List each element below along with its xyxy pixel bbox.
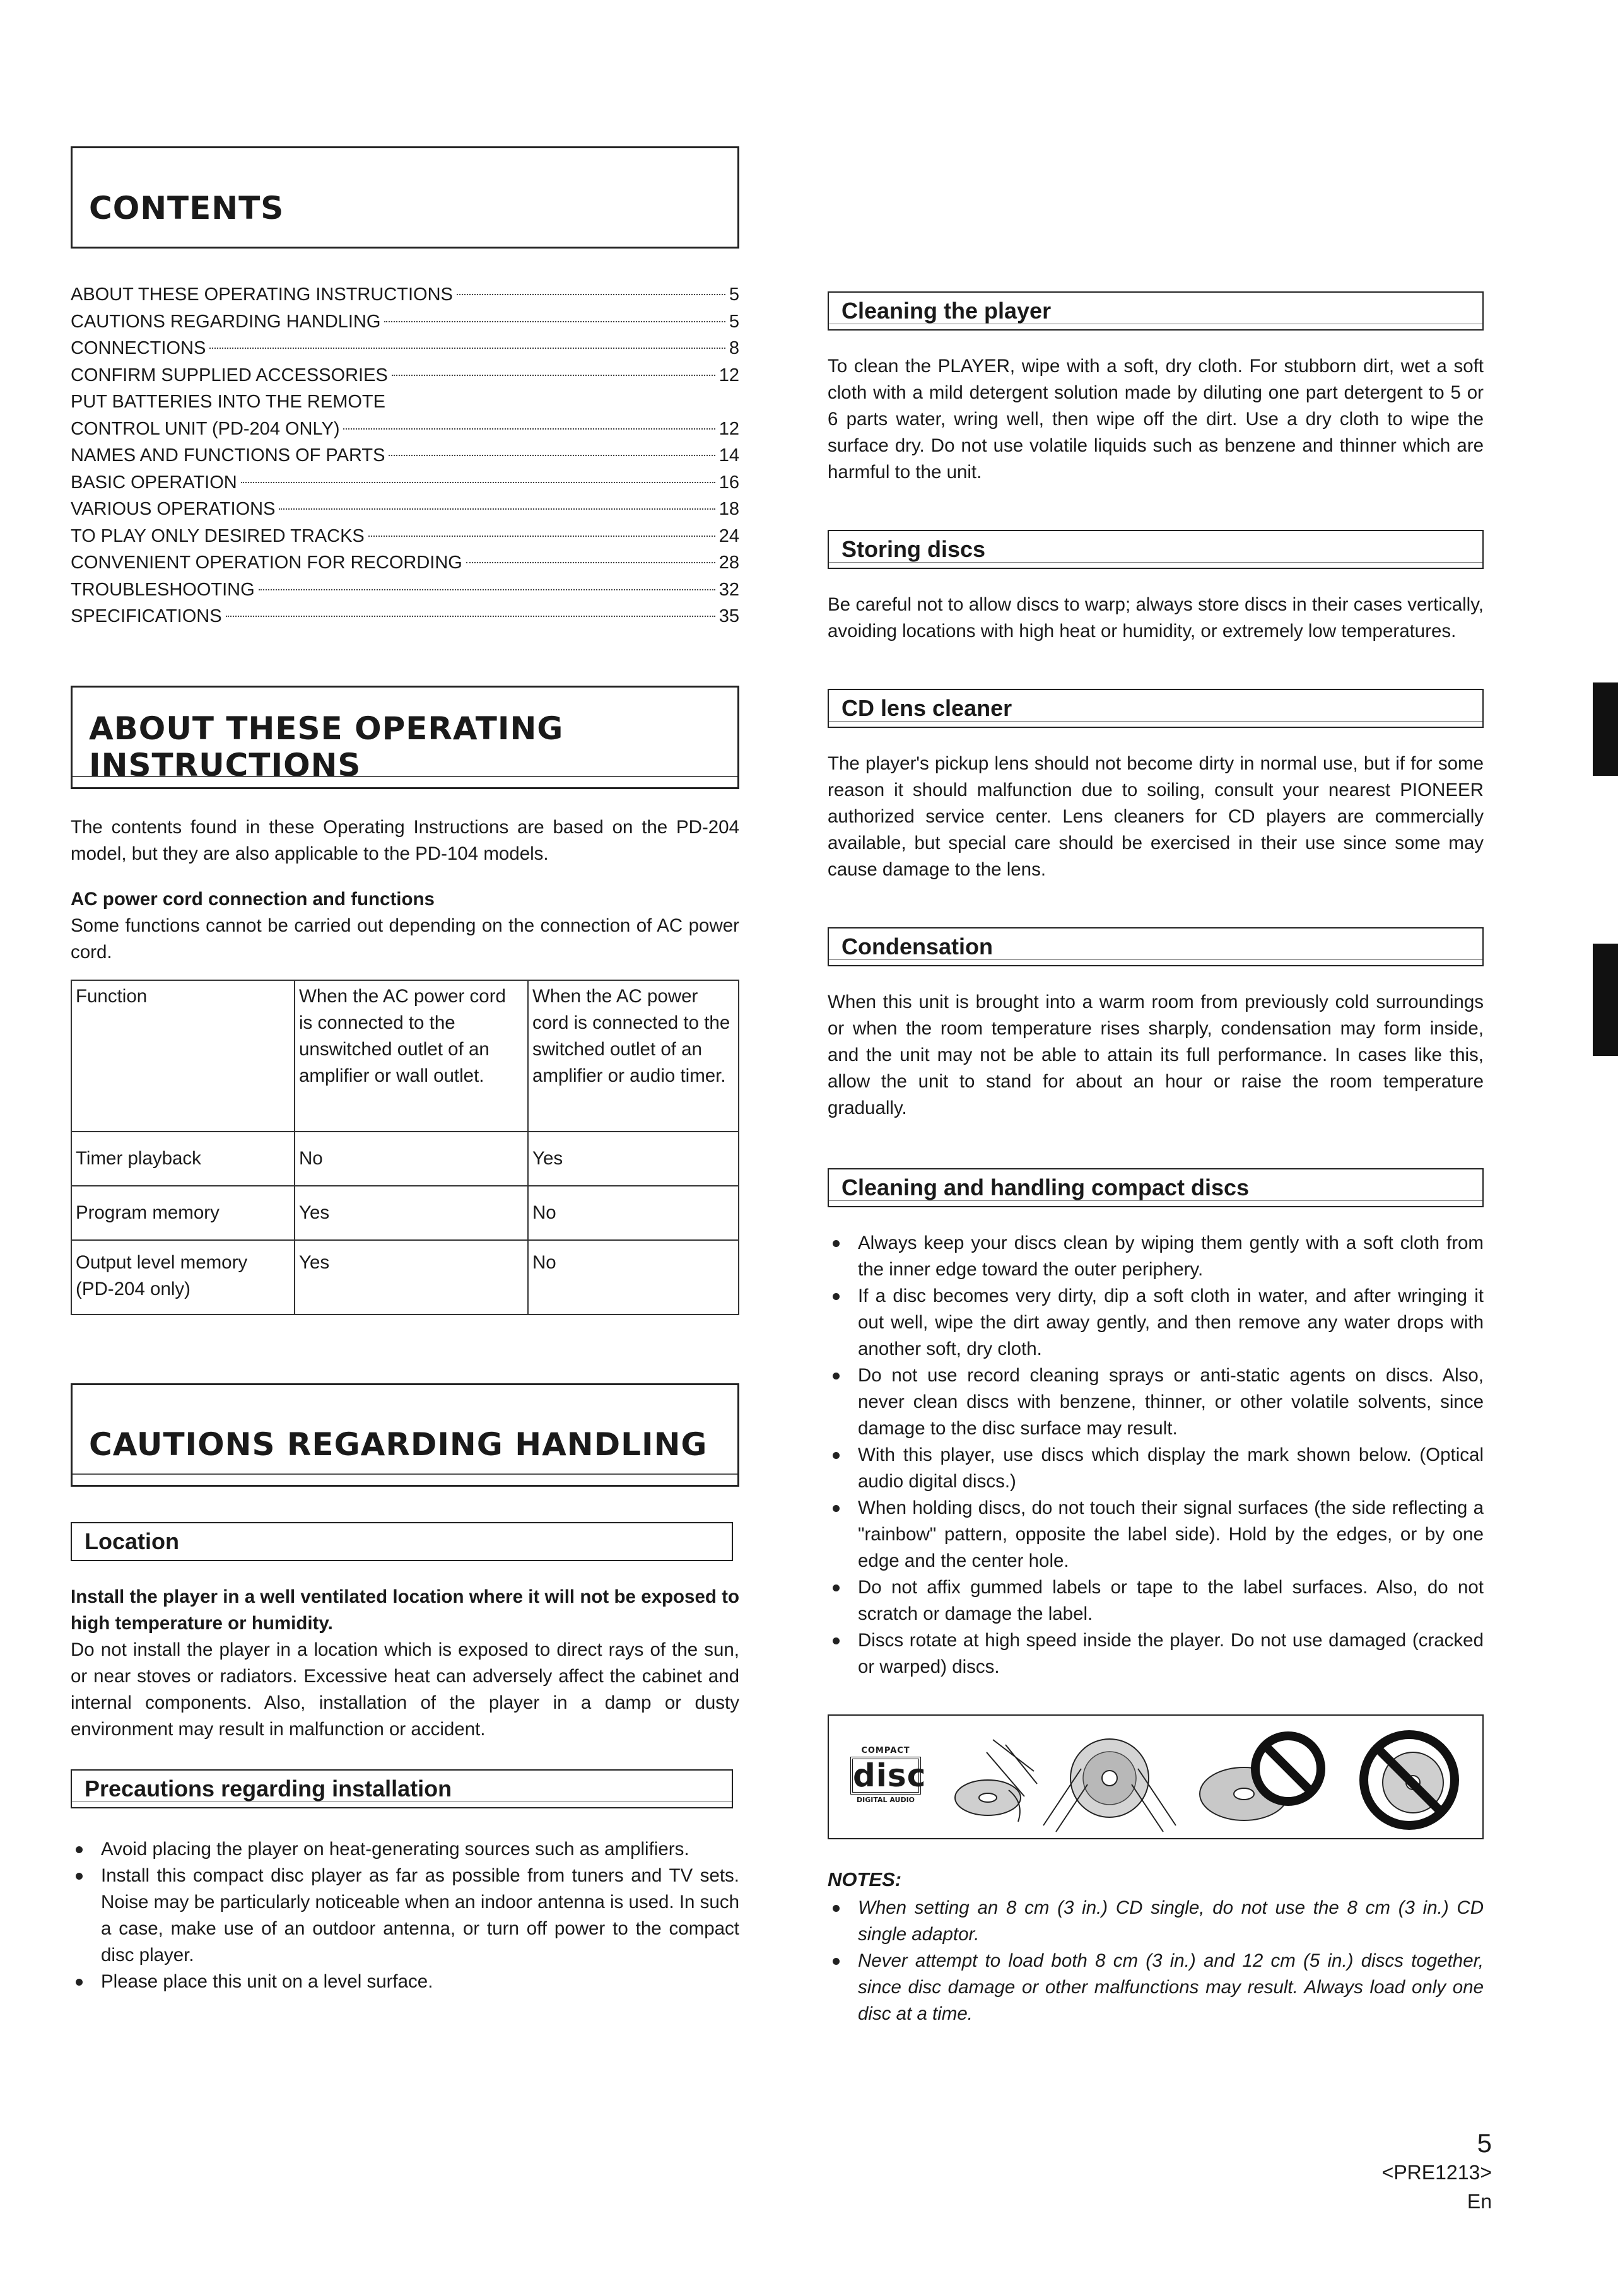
toc-item-label: PUT BATTERIES INTO THE REMOTE [71, 392, 385, 412]
list-item: When setting an 8 cm (3 in.) CD single, do not use the 8 cm (3 in.) CD single adaptor. [828, 1895, 1484, 1948]
toc-item [71, 523, 739, 550]
list-item: With this player, use discs which display the mark shown below. (Optical audio digital discs.) [828, 1442, 1484, 1495]
toc-item-label: SPECIFICATIONS [71, 606, 222, 626]
cautions-heading-box [71, 1383, 739, 1487]
list-item: Do not affix gummed labels or tape to the label surfaces. Also, do not scratch or damage the label. [828, 1574, 1484, 1627]
condensation-text: When this unit is brought into a warm room from previously cold surroundings or when the room temperature rises sharply, condensation may form inside, and the unit may not be able to attain its full performance. In cases like this, allow the unit to stand for about an hour or raise the room temperature gradually. [828, 992, 1484, 1118]
list-item: Always keep your discs clean by wiping them gently with a soft cloth from the inner edge toward the outer periphery. [828, 1230, 1484, 1283]
page-footer [1382, 2129, 1492, 2216]
table-row [71, 1132, 739, 1186]
toc-leader-dots [226, 616, 715, 617]
no-touch-disc-icon [1193, 1725, 1332, 1835]
toc-item-page: 32 [718, 579, 739, 600]
table-row [71, 1186, 739, 1240]
list-item: Avoid placing the player on heat-generating sources such as amplifiers. [71, 1836, 739, 1863]
right-column [828, 291, 1484, 2027]
toc-item-label: BASIC OPERATION [71, 472, 237, 493]
toc-item-page: 16 [718, 472, 739, 493]
cleaning-text: To clean the PLAYER, wipe with a soft, dry cloth. For stubborn dirt, wet a soft cloth with a mild detergent solution made by diluting one part detergent to 5 or 6 parts water, wring well, then wipe off the dirt. Use a dry cloth to wipe the surface dry. Do not use volatile liquids such as benzene and thinner which are harmful to the unit. [828, 356, 1484, 483]
handling-heading-box [828, 1168, 1484, 1207]
list-item: Please place this unit on a level surface. [71, 1969, 739, 1995]
toc-item [71, 389, 739, 416]
toc-item-label: ABOUT THESE OPERATING INSTRUCTIONS [71, 284, 453, 305]
lens-title: CD lens cleaner [841, 695, 1012, 721]
precautions-heading-box [71, 1769, 733, 1808]
toc-item-page: 24 [718, 525, 739, 546]
toc-item [71, 362, 739, 389]
ac-text: Some functions cannot be carried out depending on the connection of AC power cord. [71, 915, 739, 963]
toc-item-page: 12 [718, 418, 739, 439]
cautions-title: CAUTIONS REGARDING HANDLING [89, 1426, 708, 1463]
storing-text: Be careful not to allow discs to warp; always store discs in their cases vertically, avoiding locations with high heat or humidity, or extremely low temperatures. [828, 594, 1484, 641]
toc-leader-dots [392, 375, 715, 376]
location-title: Location [85, 1528, 179, 1554]
list-item: When holding discs, do not touch their signal surfaces (the side reflecting a "rainbow" pattern, opposite the label side). Hold by the edges, or by one edge and the center hole. [828, 1495, 1484, 1574]
lens-text: The player's pickup lens should not become dirty in normal use, but if for some reason it should malfunction due to soiling, consult your nearest PIONEER authorized service center. Lens cleaners for CD players are commercially available, but special care should be exercised in their use since some may cause damage to the lens. [828, 753, 1484, 880]
toc-item-label: CAUTIONS REGARDING HANDLING [71, 311, 381, 332]
contents-title: CONTENTS [89, 190, 284, 226]
table-cell: Yes [295, 1186, 528, 1240]
table-row [71, 1240, 739, 1315]
toc-item-page: 5 [729, 284, 739, 305]
toc-item-page: 18 [718, 499, 739, 519]
storing-heading-box [828, 530, 1484, 569]
toc-leader-dots [384, 321, 725, 322]
toc-leader-dots [343, 428, 715, 430]
toc-item-label: CONTROL UNIT (PD-204 ONLY) [71, 418, 340, 439]
cleaning-title: Cleaning the player [841, 298, 1052, 324]
table-cell: No [528, 1240, 739, 1315]
toc-leader-dots [241, 482, 715, 483]
list-item: Discs rotate at high speed inside the player. Do not use damaged (cracked or warped) discs. [828, 1627, 1484, 1680]
toc-item-page: 35 [718, 606, 739, 626]
toc-item-page: 14 [718, 445, 739, 466]
toc-item-label: CONVENIENT OPERATION FOR RECORDING [71, 553, 462, 573]
toc-item [71, 416, 739, 443]
location-text: Do not install the player in a location which is exposed to direct rays of the sun, or near stoves or radiators. Excessive heat can adversely affect the cabinet and internal components. Also, installation of the player in a damp or dusty environment may result in malfunction or accident. [71, 1639, 739, 1740]
list-item: Install this compact disc player as far as possible from tuners and TV sets. Noise may be particularly noticeable when an indoor antenna is used. In such a case, make use of an outdoor antenna, or turn off power to the compact disc player. [71, 1863, 739, 1969]
hand-holding-disc-icon [949, 1727, 1043, 1831]
handling-list [828, 1230, 1484, 1680]
table-header-cell: When the AC power cord is connected to the unswitched outlet of an amplifier or wall outlet. [295, 980, 528, 1132]
toc-item [71, 549, 739, 577]
cd-logo-top-text: COMPACT [861, 1746, 910, 1755]
disc-illustration-box [828, 1714, 1484, 1839]
toc-item-label: CONNECTIONS [71, 338, 206, 358]
list-item: Never attempt to load both 8 cm (3 in.) and 12 cm (5 in.) discs together, since disc damage or other malfunctions may result. Always load only one disc at a time. [828, 1948, 1484, 2027]
side-tab-marker [1593, 682, 1618, 776]
table-cell: Program memory [71, 1186, 295, 1240]
toc-item-page: 5 [729, 311, 739, 332]
cleaning-heading-box [828, 291, 1484, 331]
toc-item-label: CONFIRM SUPPLIED ACCESSORIES [71, 365, 388, 385]
toc-item-page: 12 [718, 365, 739, 385]
toc-item [71, 469, 739, 496]
table-cell: No [295, 1132, 528, 1186]
table-cell: Yes [295, 1240, 528, 1315]
condensation-title: Condensation [841, 934, 993, 959]
table-row [71, 980, 739, 1132]
toc-leader-dots [279, 508, 715, 510]
toc-item [71, 308, 739, 336]
toc-leader-dots [209, 348, 725, 349]
storing-title: Storing discs [841, 536, 986, 562]
notes-title: NOTES: [828, 1868, 902, 1890]
table-header-cell: When the AC power cord is connected to the switched outlet of an amplifier or audio timer. [528, 980, 739, 1132]
toc-leader-dots [457, 294, 725, 295]
precautions-title: Precautions regarding installation [85, 1775, 452, 1801]
language-code: En [1467, 2190, 1492, 2213]
location-bold: Install the player in a well ventilated location where it will not be exposed to high temperature or humidity. [71, 1586, 739, 1634]
toc-item [71, 335, 739, 362]
about-heading-box [71, 686, 739, 789]
toc-leader-dots [368, 536, 715, 537]
no-damaged-disc-icon [1346, 1725, 1472, 1835]
cd-logo-bottom-text: DIGITAL AUDIO [856, 1796, 915, 1804]
toc-leader-dots [466, 562, 715, 563]
hands-holding-disc-edge-icon [1037, 1725, 1182, 1835]
list-item: Do not use record cleaning sprays or anti-static agents on discs. Also, never clean discs with benzene, thinner, or other volatile solvents, since damage to the disc surface may result. [828, 1362, 1484, 1442]
table-cell: Timer playback [71, 1132, 295, 1186]
table-header-cell: Function [71, 980, 295, 1132]
toc-item [71, 442, 739, 469]
toc-item-page: 8 [729, 338, 739, 358]
left-column [71, 146, 739, 1995]
side-tab-marker [1593, 944, 1618, 1056]
precautions-list [71, 1836, 739, 1995]
table-of-contents [71, 281, 739, 630]
toc-leader-dots [389, 455, 715, 456]
about-intro: The contents found in these Operating Instructions are based on the PD-204 model, but they are also applicable to the PD-104 models. [71, 816, 739, 864]
condensation-heading-box [828, 927, 1484, 966]
toc-item-label: VARIOUS OPERATIONS [71, 499, 276, 519]
toc-item [71, 496, 739, 523]
ac-power-table [71, 980, 739, 1315]
notes-list [828, 1895, 1484, 2027]
handling-title: Cleaning and handling compact discs [841, 1174, 1250, 1200]
location-heading-box [71, 1522, 733, 1561]
toc-item [71, 281, 739, 308]
ac-heading: AC power cord connection and functions [71, 888, 435, 910]
cd-logo-icon [848, 1746, 927, 1809]
table-cell: No [528, 1186, 739, 1240]
page-number: 5 [1477, 2128, 1492, 2158]
contents-heading-box [71, 146, 739, 249]
cd-logo-middle-text: disc [850, 1757, 921, 1795]
toc-leader-dots [259, 589, 715, 590]
toc-item-label: TROUBLESHOOTING [71, 579, 255, 600]
toc-item-page: 28 [718, 553, 739, 573]
lens-heading-box [828, 689, 1484, 728]
table-cell: Yes [528, 1132, 739, 1186]
list-item: If a disc becomes very dirty, dip a soft cloth in water, and after wringing it out well, wipe the dirt away gently, and then remove any water drops with another soft, dry cloth. [828, 1283, 1484, 1362]
about-title: ABOUT THESE OPERATING INSTRUCTIONS [89, 710, 564, 783]
toc-item-label: NAMES AND FUNCTIONS OF PARTS [71, 445, 385, 466]
toc-item [71, 577, 739, 604]
toc-item-label: TO PLAY ONLY DESIRED TRACKS [71, 525, 365, 546]
document-code: <PRE1213> [1381, 2161, 1492, 2184]
table-cell: Output level memory (PD-204 only) [71, 1240, 295, 1315]
toc-item [71, 603, 739, 630]
